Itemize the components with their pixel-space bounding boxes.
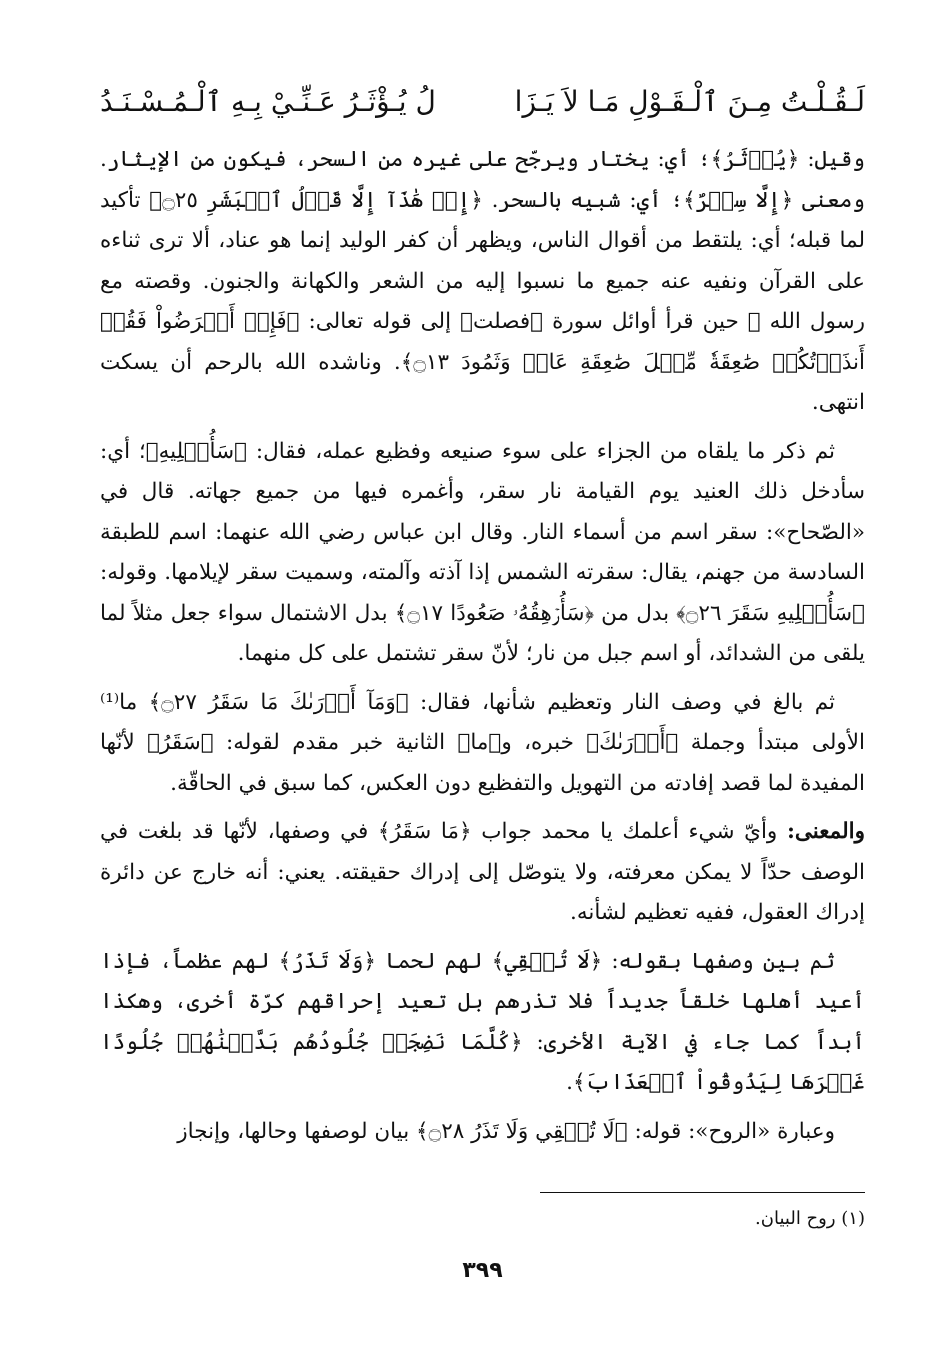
paragraph-lead: والمعنى: bbox=[786, 819, 865, 844]
paragraph-text: ثم بالغ في وصف النار وتعظيم شأنها، فقال: ﴿وَمَآ أَدۡرَىٰكَ مَا سَقَرُ ۝٢٧﴾ ما⁽¹⁾ الأولى مبتدأ وجملة ﴿أَدۡرَىٰكَ﴾ خبره، و﴿ما﴾ الثانية خبر مقدم لقوله: ﴿سَقَرُ﴾ لأنّها المفيدة لما قصد إفادته من التهويل والتفظيع دون العكس، كما سبق في الحاقّة. bbox=[100, 689, 865, 796]
paragraph-text: وعبارة «الروح»: قوله: ﴿لَا تُبۡقِي وَلَا تَذَرُ ۝٢٨﴾ بيان لوصفها وحالها، وإنجاز bbox=[177, 1118, 835, 1144]
paragraph bbox=[100, 683, 865, 805]
verse-left-hemistich: لُ يُـؤْثَـرُ عَـنِّـيْ بِـهِ ٱلْـمُـسْـنَـدُ bbox=[100, 85, 436, 118]
paragraph-text: وقيل: ﴿يُؤۡثَرُ﴾؛ أي: يختار ويرجّح على غيره من السحر، فيكون من الإيثار. ومعنى ﴿إِلَّا سِحۡرٌ﴾؛ أي: شبيه بالسحر. ﴿إِنۡ هَٰذَآ إِلَّا قَوۡلُ ٱلۡبَشَرِ ۝٢٥﴾ تأكيد لما قبله؛ أي: يلتقط من أقوال الناس، ويظهر أن كفر الوليد إنما هو عناد، ألا ترى ثناءه على القرآن ونفيه عنه جميع ما نسبوا إليه من الشعر والكهانة والجنون. وقصته مع رسول الله ﷺ حين قرأ أوائل سورة ﴿فصلت﴾ إلى قوله تعالى: ﴿فَإِنۡ أَعۡرَضُواْ فَقُلۡ أَنذَرۡتُكُمۡ صَٰعِقَةٗ مِّثۡلَ صَٰعِقَةِ عَادٖ وَثَمُودَ ۝١٣﴾. وناشده الله بالرحم أن يسكت انتهى. bbox=[100, 147, 865, 415]
paragraph-text: ثم بين وصفها بقوله: ﴿لَا تُبۡقِي﴾ لهم لحما ﴿وَلَا تَذَرُ﴾ لهم عظماً، فإذا أعيد أهلها خلقاً جديداً فلا تذرهم بل تعيد إحراقهم كرّة أخرى، وهكذا أبداً كما جاء في الآية الأخرى: ﴿كُلَّمَا نَضِجَتۡ جُلُودُهُم بَدَّلۡنَٰهُمۡ جُلُودًا غَيۡرَهَا لِيَذُوقُواْ ٱلۡعَذَابَ﴾. bbox=[100, 948, 865, 1095]
footnote: (١) روح البيان. bbox=[755, 1208, 865, 1229]
footnote-divider bbox=[540, 1192, 865, 1193]
paragraph bbox=[100, 140, 865, 424]
paragraph-text: ثم ذكر ما يلقاه من الجزاء على سوء صنيعه وفظيع عمله، فقال: ﴿سَأُصۡلِيهِ﴾؛ أي: سأدخل ذلك العنيد يوم القيامة نار سقر، وأغمره فيها من جميع جهاته. قال في «الصّحاح»: سقر اسم من أسماء النار. وقال ابن عباس رضي الله عنهما: اسم للطبقة السادسة من جهنم، يقال: سقرته الشمس إذا آذته وآلمته، وسميت سقر لإيلامها. وقوله: ﴿سَأُصۡلِيهِ سَقَرَ ۝٢٦﴾ بدل من ﴿سَأُرۡهِقُهُۥ صَعُودًا ۝١٧﴾ بدل الاشتمال سواء جعل مثلاً لما يلقى من الشدائد، أو اسم جبل من نار؛ لأنّ سقر تشتمل على كل منهما. bbox=[100, 438, 865, 666]
book-page bbox=[100, 0, 865, 1366]
paragraph bbox=[100, 1112, 865, 1153]
page-number: ٣٩٩ bbox=[462, 1258, 503, 1283]
paragraph bbox=[100, 432, 865, 675]
main-text bbox=[100, 140, 865, 1152]
paragraph bbox=[100, 942, 865, 1104]
paragraph bbox=[100, 812, 865, 934]
paragraph-text: وأيّ شيء أعلمك يا محمد جواب ﴿مَا سَقَرُ﴾ في وصفها، لأنّها قد بلغت في الوصف حدّاً لا يمكن معرفته، ولا يتوصّل إلى إدراك حقيقته. يعني: أنه خارج عن دائرة إدراك العقول، ففيه تعظيم لشأنه. bbox=[100, 819, 865, 925]
verse-right-hemistich: لَـقُـلْـتُ مِـنَ ٱلْـقَـوْلِ مَـا لاَ يَـزَا bbox=[514, 85, 865, 118]
poetry-verse bbox=[100, 82, 865, 122]
